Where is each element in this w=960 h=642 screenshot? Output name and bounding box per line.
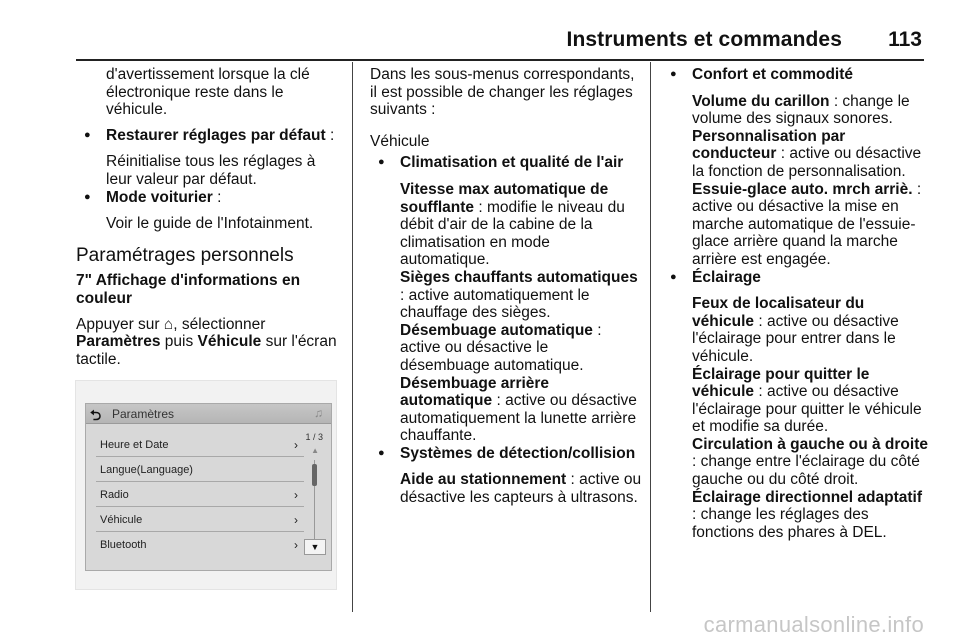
list-item <box>96 457 304 482</box>
term: Personnalisation par conducteur <box>692 127 846 163</box>
term-restore-defaults: Restaurer réglages par défaut <box>106 126 326 144</box>
term: Aide au stationnement <box>400 471 567 489</box>
settings-list <box>96 432 304 557</box>
list-item <box>96 532 304 557</box>
scroll-thumb <box>312 464 317 486</box>
desc: : active automatiquement le chauffage des sièges. <box>400 286 590 322</box>
list-item <box>96 507 304 532</box>
section-heading: Paramétrages personnels <box>76 244 294 266</box>
chevron-right-icon: › <box>294 538 298 552</box>
term-vehicule: Véhicule <box>197 333 262 351</box>
settings-screen <box>85 403 332 571</box>
term-eclairage: Éclairage <box>692 268 761 286</box>
settings-screenshot <box>75 380 337 590</box>
page-header <box>0 0 960 60</box>
desc: : active ou désactive les capteurs à ultrasons. <box>400 471 642 507</box>
term: Vitesse max automatique de soufflante <box>400 180 609 216</box>
chapter-title: Instruments et commandes <box>566 28 842 51</box>
term: Volume du carillon <box>692 92 830 110</box>
column-3 <box>662 66 930 541</box>
desc: : active ou désactive le désembuage automatique. <box>400 321 602 374</box>
scroll-down-icon: ▼ <box>304 539 326 555</box>
list-item <box>96 432 304 457</box>
list-item-label: Langue(Language) <box>100 464 193 476</box>
item-vitesse-soufflante <box>370 181 642 269</box>
scroll-up-icon: ▲ <box>311 446 319 455</box>
column-2 <box>370 66 642 507</box>
column-1 <box>76 66 344 368</box>
item-eclairage-adaptatif <box>662 489 930 542</box>
bullet-climatisation <box>370 154 642 172</box>
subsection-heading: 7" Affichage d'informations en couleur <box>76 272 301 307</box>
back-arrow-icon: ⮌ <box>90 407 102 423</box>
item-desembuage-auto <box>370 322 642 375</box>
text-run: puis <box>160 333 198 351</box>
chevron-right-icon: › <box>294 438 298 452</box>
home-icon: ⌂ <box>163 315 174 333</box>
term: Désembuage arrière automatique <box>400 374 550 410</box>
desc: : active ou désactive l'éclairage pour entrer dans le véhicule. <box>692 312 899 365</box>
bullet-valet-mode <box>76 189 344 207</box>
item-essuie-glace <box>662 181 930 269</box>
desc-restore-defaults: Réinitialise tous les réglages à leur valeur par défaut. <box>106 153 316 188</box>
term-confort: Confort et commodité <box>692 66 854 83</box>
group-heading-vehicule: Véhicule <box>370 132 430 150</box>
term-parametres: Paramètres <box>76 333 161 351</box>
watermark: carmanualsonline.info <box>703 612 924 637</box>
list-item-label: Radio <box>100 489 129 501</box>
item-eclairage-quitter <box>662 366 930 436</box>
term: Sièges chauffants automatiques <box>400 268 638 286</box>
desc: : change le volume des signaux sonores. <box>692 92 910 128</box>
chevron-right-icon: › <box>294 488 298 502</box>
item-circulation <box>662 436 930 489</box>
term: Désembuage automatique <box>400 321 593 339</box>
music-note-icon: ♫ <box>314 406 323 420</box>
colon: : <box>325 126 335 144</box>
desc-valet-mode: Voir le guide de l'Infotainment. <box>106 215 314 233</box>
page-indicator: 1 / 3 <box>305 432 323 442</box>
term: Essuie-glace auto. mrch arriè. <box>692 180 913 198</box>
item-personnalisation <box>662 128 930 181</box>
colon: : <box>212 188 222 206</box>
bullet-confort <box>662 66 930 84</box>
desc: : active ou désactive automatiquement la lunette arrière chauffante. <box>400 392 637 445</box>
intro-paragraph: Dans les sous-menus correspondants, il est possible de changer les réglages suivants : <box>370 66 635 119</box>
term: Éclairage directionnel adaptatif <box>692 488 922 506</box>
column-divider-1 <box>352 62 353 612</box>
bullet-eclairage <box>662 269 930 287</box>
header-rule <box>76 59 924 61</box>
desc: : modifie le niveau du débit d'air de la cabine de la climatisation en mode automatique. <box>400 198 625 269</box>
list-item <box>96 482 304 507</box>
bullet-restore-defaults <box>76 127 344 145</box>
term: Éclairage pour quitter le véhicule <box>692 365 870 401</box>
text-run: , sélectionner <box>173 315 266 333</box>
item-aide-stationnement <box>370 471 642 506</box>
desc: : change les réglages des fonctions des phares à DEL. <box>692 506 887 541</box>
term-detection-collision: Systèmes de détection/collision <box>400 444 636 462</box>
column-divider-2 <box>650 62 651 612</box>
continued-text: d'avertissement lorsque la clé électronique reste dans le véhicule. <box>106 66 310 119</box>
list-item-label: Bluetooth <box>100 539 147 551</box>
text-run: Appuyer sur <box>76 315 164 333</box>
item-volume-carillon <box>662 93 930 128</box>
bullet-detection-collision <box>370 445 642 463</box>
desc: : change entre l'éclairage du côté gauche ou du côté droit. <box>692 453 920 489</box>
item-desembuage-arriere <box>370 375 642 445</box>
list-item-label: Véhicule <box>100 514 143 526</box>
item-sieges-chauffants <box>370 269 642 322</box>
instruction-paragraph <box>76 316 344 369</box>
page-number: 113 <box>888 28 922 51</box>
list-item-label: Heure et Date <box>100 439 169 451</box>
text-run: sur l'écran tactile. <box>76 333 337 368</box>
term-climatisation: Climatisation et qualité de l'air <box>400 154 624 172</box>
screen-title: Paramètres <box>112 407 175 421</box>
term: Feux de localisateur du véhicule <box>692 295 865 330</box>
desc: : active ou désactive l'éclairage pour quitter le véhicule et modifie sa durée. <box>692 383 922 436</box>
desc: : active ou désactive la mise en marche automatique de l'essuie-glace arrière quand la marche arrière est engagée. <box>692 180 922 268</box>
desc: : active ou désactive la fonction de personnalisation. <box>692 145 922 180</box>
term-valet-mode: Mode voiturier <box>106 188 213 206</box>
item-feux-localisateur <box>662 295 930 365</box>
chevron-right-icon: › <box>294 513 298 527</box>
screen-title-bar <box>86 404 331 424</box>
term: Circulation à gauche ou à droite <box>692 435 928 453</box>
